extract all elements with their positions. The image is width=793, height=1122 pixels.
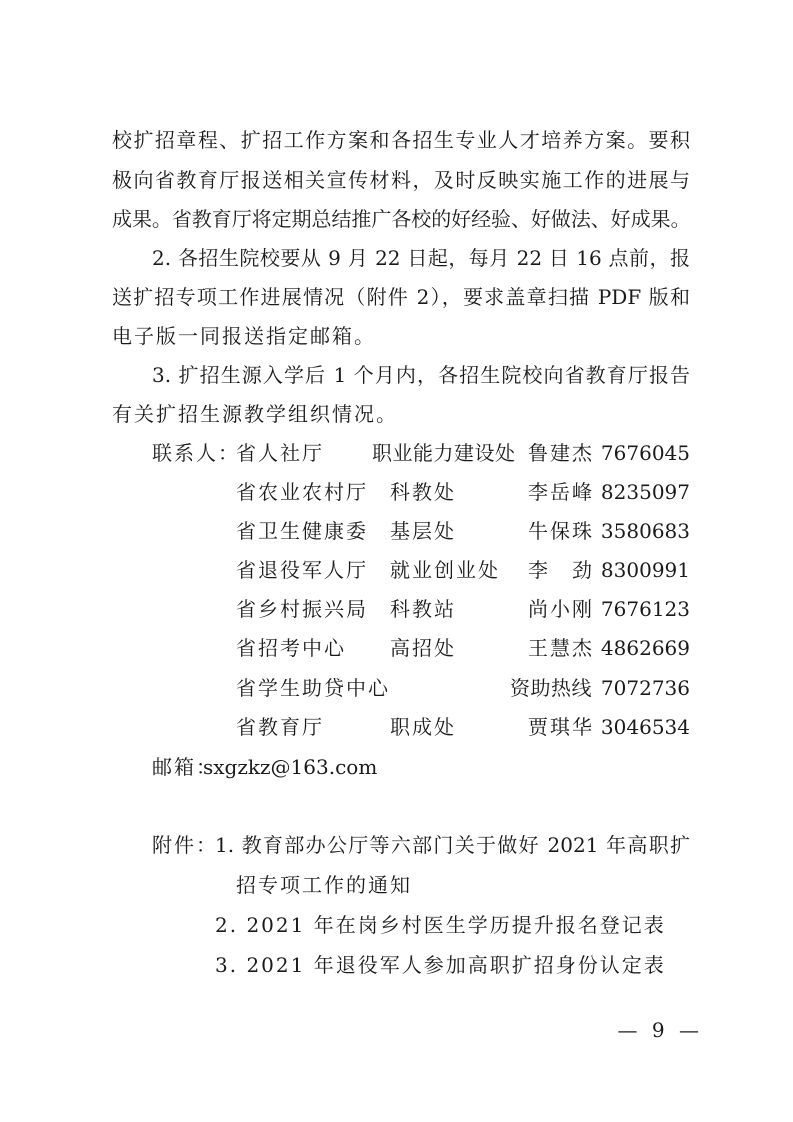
contact-dept: 职成处 xyxy=(390,715,456,739)
attachment-item-continued: 招专项工作的通知 xyxy=(236,873,412,897)
contact-name: 尚小刚 xyxy=(528,597,594,621)
email-address: sxgzkz@163.com xyxy=(203,755,378,779)
contact-dept: 职业能力建设处 xyxy=(372,441,516,465)
contact-org: 省退役军人厅 xyxy=(236,558,368,582)
contact-name: 贾琪华 xyxy=(528,715,594,739)
contact-dept: 基层处 xyxy=(390,519,456,543)
paragraph-line: 2. 各招生院校要从 9 月 22 日起，每月 22 日 16 点前，报 xyxy=(152,246,690,270)
attachments-label: 附件： xyxy=(152,833,218,857)
contact-org: 省人社厅 xyxy=(236,441,324,465)
contact-phone: 8300991 xyxy=(600,558,690,582)
contact-phone: 4862669 xyxy=(600,636,690,660)
paragraph-line: 成果。省教育厅将定期总结推广各校的好经验、好做法、好成果。 xyxy=(112,207,690,231)
contact-dept: 科教站 xyxy=(390,597,456,621)
contact-name: 李岳峰 xyxy=(528,480,594,504)
page-number: — 9 — xyxy=(617,1018,703,1042)
paragraph-line: 送扩招专项工作进展情况（附件 2），要求盖章扫描 PDF 版和 xyxy=(112,285,690,309)
contact-org: 省教育厅 xyxy=(236,715,324,739)
attachment-item: 1. 教育部办公厅等六部门关于做好 2021 年高职扩 xyxy=(215,833,690,857)
contact-org: 省学生助贷中心 xyxy=(236,676,390,700)
contact-phone: 8235097 xyxy=(600,480,690,504)
contact-name: 鲁建杰 xyxy=(528,441,594,465)
contact-org: 省农业农村厅 xyxy=(236,480,368,504)
paragraph-line: 极向省教育厅报送相关宣传材料，及时反映实施工作的进展与 xyxy=(112,168,690,192)
contact-name: 王慧杰 xyxy=(528,636,594,660)
contact-phone: 7072736 xyxy=(600,676,690,700)
contact-name: 李 劲 xyxy=(528,558,594,582)
contact-dept: 高招处 xyxy=(390,636,456,660)
paragraph-line: 电子版一同报送指定邮箱。 xyxy=(112,324,376,348)
attachment-item: 2. 2021 年在岗乡村医生学历提升报名登记表 xyxy=(215,913,666,937)
contact-phone: 3046534 xyxy=(600,715,690,739)
contact-phone: 7676045 xyxy=(600,441,690,465)
contact-dept: 科教处 xyxy=(390,480,456,504)
contact-name: 资助热线 xyxy=(510,676,592,700)
contact-dept: 就业创业处 xyxy=(390,558,500,582)
contacts-label: 联系人： xyxy=(152,441,240,465)
paragraph-line: 有关扩招生源教学组织情况。 xyxy=(112,402,398,426)
contact-phone: 7676123 xyxy=(600,597,690,621)
contact-org: 省卫生健康委 xyxy=(236,519,368,543)
contact-org: 省招考中心 xyxy=(236,636,346,660)
contact-org: 省乡村振兴局 xyxy=(236,597,368,621)
paragraph-line: 校扩招章程、扩招工作方案和各招生专业人才培养方案。要积 xyxy=(112,128,690,152)
attachment-item: 3. 2021 年退役军人参加高职扩招身份认定表 xyxy=(215,953,666,977)
contact-phone: 3580683 xyxy=(600,519,690,543)
email-label: 邮箱： xyxy=(152,755,218,779)
paragraph-line: 3. 扩招生源入学后 1 个月内，各招生院校向省教育厅报告 xyxy=(152,363,690,387)
contact-name: 牛保珠 xyxy=(528,519,594,543)
